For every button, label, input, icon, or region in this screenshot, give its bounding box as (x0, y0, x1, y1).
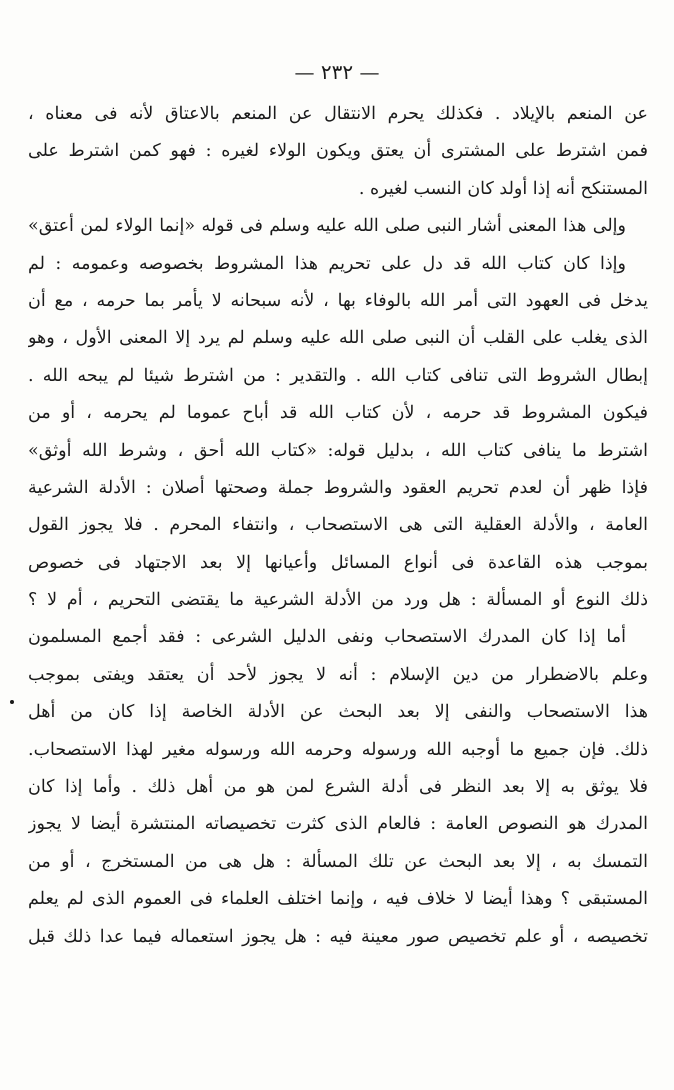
text-line: فإذا ظهر أن لعدم تحريم العقود والشروط جملة وصحتها أصلان : الأدلة الشرعية (28, 477, 648, 498)
text-line: التمسك به ، إلا بعد البحث عن تلك المسألة : هل هى من المستخرج ، أو من (28, 851, 648, 872)
text-line: العامة ، والأدلة العقلية التى هى الاستصحاب ، وانتفاء المحرم . فلا يجوز القول (28, 515, 648, 536)
text-line: وإذا كان كتاب الله قد دل على تحريم هذا المشروط بخصوصه وعمومه : لم (28, 253, 626, 274)
text-line: وعلم بالاضطرار من دين الإسلام : أنه لا يجوز لأحد أن يعتقد ويفتى بموجب (28, 664, 648, 685)
text-line: وإلى هذا المعنى أشار النبى صلى الله عليه وسلم فى قوله «إنما الولاء لمن أعتق» (28, 216, 626, 237)
text-line: فمن اشترط على المشترى أن يعتق ويكون الولاء لغيره : فهو كمن اشترط على (28, 141, 648, 162)
page-number: — ٢٣٢ — (294, 60, 380, 84)
text-line: الذى يغلب على القلب أن النبى صلى الله عليه وسلم لم يرد إلا المعنى الأول ، وهو (28, 328, 648, 349)
text-line: ذلك النوع أو المسألة : هل ورد من الأدلة الشرعية ما يقتضى التحريم ، أم لا ؟ (28, 590, 648, 611)
text-line: ذلك. فإن جميع ما أوجبه الله ورسوله وحرمه الله ورسوله مغير لهذا الاستصحاب. (28, 739, 648, 760)
text-line: اشترط ما ينافى كتاب الله ، بدليل قوله: «كتاب الله أحق ، وشرط الله أوثق» (28, 440, 648, 461)
text-line: المستبقى ؟ وهذا أيضا لا خلاف فيه ، وإنما اختلف العلماء فى العموم الذى لم يعلم (28, 889, 648, 910)
text-line: عن المنعم بالإيلاد . فكذلك يحرم الانتقال عن المنعم بالاعتاق لأنه فى معناه ، (28, 104, 648, 124)
text-line: المدرك هو النصوص العامة : فالعام الذى كثرت تخصيصاته المنتشرة أيضا لا يجوز (28, 814, 648, 835)
text-line: بموجب هذه القاعدة فى أنواع المسائل وأعيانها إلا بعد الاجتهاد فى خصوص (28, 552, 648, 573)
text-line: فلا يوثق به إلا بعد النظر فى أدلة الشرع لمن هو من أهل ذلك . وأما إذا كان (28, 777, 648, 798)
text-line: أما إذا كان المدرك الاستصحاب ونفى الدليل الشرعى : فقد أجمع المسلمون (28, 627, 626, 648)
text-line: تخصيصه ، أو علم تخصيص صور معينة فيه : هل يجوز استعماله فيما عدا ذلك قبل (28, 926, 648, 947)
text-line: إبطال الشروط التى تنافى كتاب الله . والتقدير : من اشترط شيئا لم يبحه الله . (28, 365, 648, 386)
text-line: يدخل فى العهود التى أمر الله بالوفاء بها ، لأنه سبحانه لا يأمر بما حرمه ، مع أن (28, 290, 648, 311)
text-line: فيكون المشروط قد حرمه ، لأن كتاب الله قد أباح عموما لم يحرمه ، أو من (28, 403, 648, 424)
margin-dot (10, 700, 14, 704)
text-line: المستنكح أنه إذا أولد كان النسب لغيره . (358, 178, 648, 199)
body-text (28, 96, 648, 956)
text-line: هذا الاستصحاب والنفى إلا بعد البحث عن الأدلة الخاصة إذا كان من أهل (28, 702, 648, 723)
